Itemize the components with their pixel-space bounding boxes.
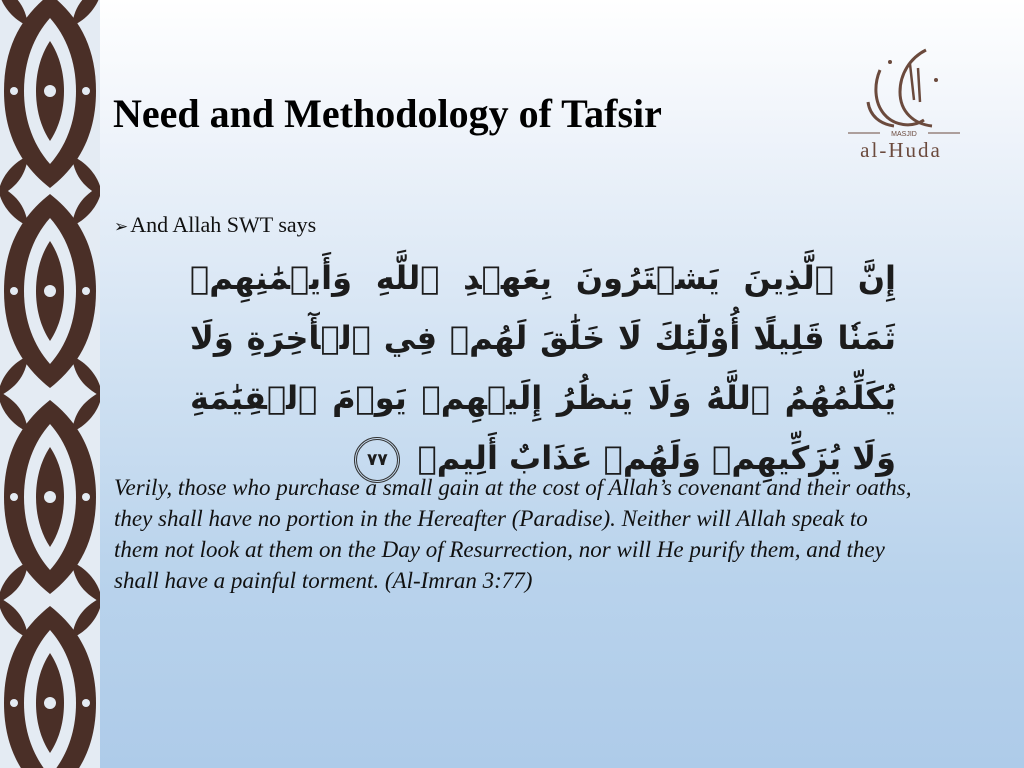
verse-translation: Verily, those who purchase a small gain at the cost of Allah’s covenant and their oaths, they shall have no portion in the Hereafter (Paradise). Neither will Allah speak to them not look at them on the Day of Resurrection, nor will He purify them, and they shall have a painful torment. (Al-Imran 3:77): [114, 475, 912, 593]
slide-title: Need and Methodology of Tafsir: [113, 91, 662, 136]
decorative-border-ornament: [0, 0, 100, 768]
quran-verse: [190, 248, 896, 488]
logo-small-text: MASJID: [891, 131, 917, 138]
logo-name: al-Huda: [860, 138, 942, 162]
bullet-text: And Allah SWT says: [130, 212, 317, 237]
bullet-arrow-icon: ➢: [114, 217, 129, 236]
ayah-number-marker: ٧٧: [354, 437, 400, 483]
bullet-item: [114, 210, 316, 242]
quran-verse-text: إِنَّ ٱلَّذِينَ يَشۡتَرُونَ بِعَهۡدِ ٱللَّهِ وَأَيۡمَٰنِهِمۡ ثَمَنٗا قَلِيلًا أُوْلَٰٓئِكَ لَا خَلَٰقَ لَهُمۡ فِي ٱلۡأٓخِرَةِ وَلَا يُكَلِّمُهُمُ ٱللَّهُ وَلَا يَنظُرُ إِلَيۡهِمۡ يَوۡمَ ٱلۡقِيَٰمَةِ وَلَا يُزَكِّيهِمۡ وَلَهُمۡ عَذَابٌ أَلِيمٞ: [190, 259, 896, 477]
